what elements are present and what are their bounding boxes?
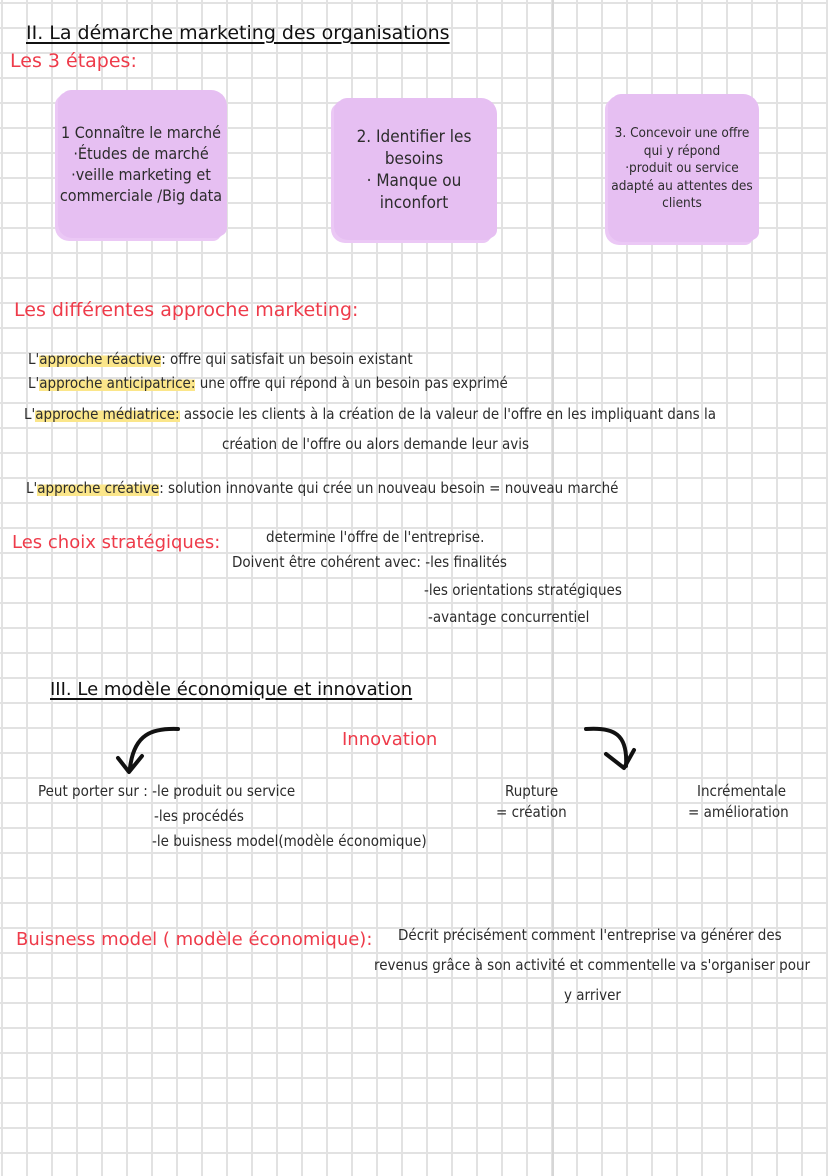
step-3-line: clients: [662, 195, 702, 212]
step-card-3: [608, 96, 756, 242]
approach-term: approche médiatrice:: [35, 405, 180, 423]
approach-creative: L'approche créative: solution innovante qui crée un nouveau besoin = nouveau marché: [26, 479, 619, 497]
section-2-title: II. La démarche marketing des organisations: [26, 22, 450, 44]
business-model-line: revenus grâce à son activité et commentelle va s'organiser pour: [374, 956, 811, 974]
section-3-title: III. Le modèle économique et innovation: [50, 679, 413, 700]
strategic-heading: Les choix stratégiques:: [12, 532, 221, 553]
step-1-line: ·Études de marché: [73, 144, 209, 164]
rupture-title: Rupture: [505, 782, 559, 800]
step-2-title: 2. Identifier les besoins: [356, 126, 472, 169]
approach-term: approche anticipatrice:: [39, 374, 196, 392]
approach-mediatrice-cont: création de l'offre ou alors demande leur avis: [222, 435, 530, 453]
approach-term: approche créative: [37, 479, 160, 497]
step-3-line: qui y répond: [643, 142, 721, 159]
curved-arrow-right-icon: [584, 724, 654, 774]
business-model-line: y arriver: [564, 986, 621, 1004]
step-3-line: ·produit ou service: [625, 160, 739, 177]
steps-heading: Les 3 étapes:: [10, 50, 137, 72]
approach-anticipatrice: L'approche anticipatrice: une offre qui répond à un besoin pas exprimé: [28, 374, 508, 392]
strategic-line: -avantage concurrentiel: [428, 608, 590, 626]
step-1-title: 1 Connaître le marché: [60, 123, 222, 143]
scope-line: -les procédés: [154, 807, 244, 825]
approach-term: approche réactive: [39, 350, 162, 368]
innovation-label: Innovation: [342, 729, 438, 750]
step-3-title: 3. Concevoir une offre: [614, 125, 750, 142]
business-model-heading: Buisness model ( modèle économique):: [16, 929, 373, 950]
step-2-line: · Manque ou inconfort: [366, 171, 462, 214]
step-card-2: [334, 100, 494, 240]
scope-line: -le buisness model(modèle économique): [152, 832, 427, 850]
strategic-line: determine l'offre de l'entreprise.: [266, 528, 485, 546]
step-3-line: adapté au attentes des: [611, 177, 753, 194]
step-card-1: [58, 92, 224, 238]
strategic-line: Doivent être cohérent avec: -les finalités: [232, 553, 507, 571]
business-model-line: Décrit précisément comment l'entreprise va générer des: [398, 926, 782, 944]
incremental-title: Incrémentale: [697, 782, 787, 800]
incremental-desc: = amélioration: [688, 803, 789, 821]
step-1-line: commerciale /Big data: [59, 185, 223, 205]
step-1-line: ·veille marketing et: [71, 165, 211, 184]
curved-arrow-left-icon: [112, 726, 182, 776]
approach-mediatrice: L'approche médiatrice: associe les clients à la création de la valeur de l'offre en les impliquant dans la: [24, 405, 717, 423]
rupture-desc: = création: [496, 803, 567, 821]
approach-reactive: L'approche réactive: offre qui satisfait un besoin existant: [28, 350, 413, 368]
scope-line: Peut porter sur : -le produit ou service: [38, 782, 296, 800]
approaches-heading: Les différentes approche marketing:: [14, 299, 359, 321]
strategic-line: -les orientations stratégiques: [424, 581, 622, 599]
